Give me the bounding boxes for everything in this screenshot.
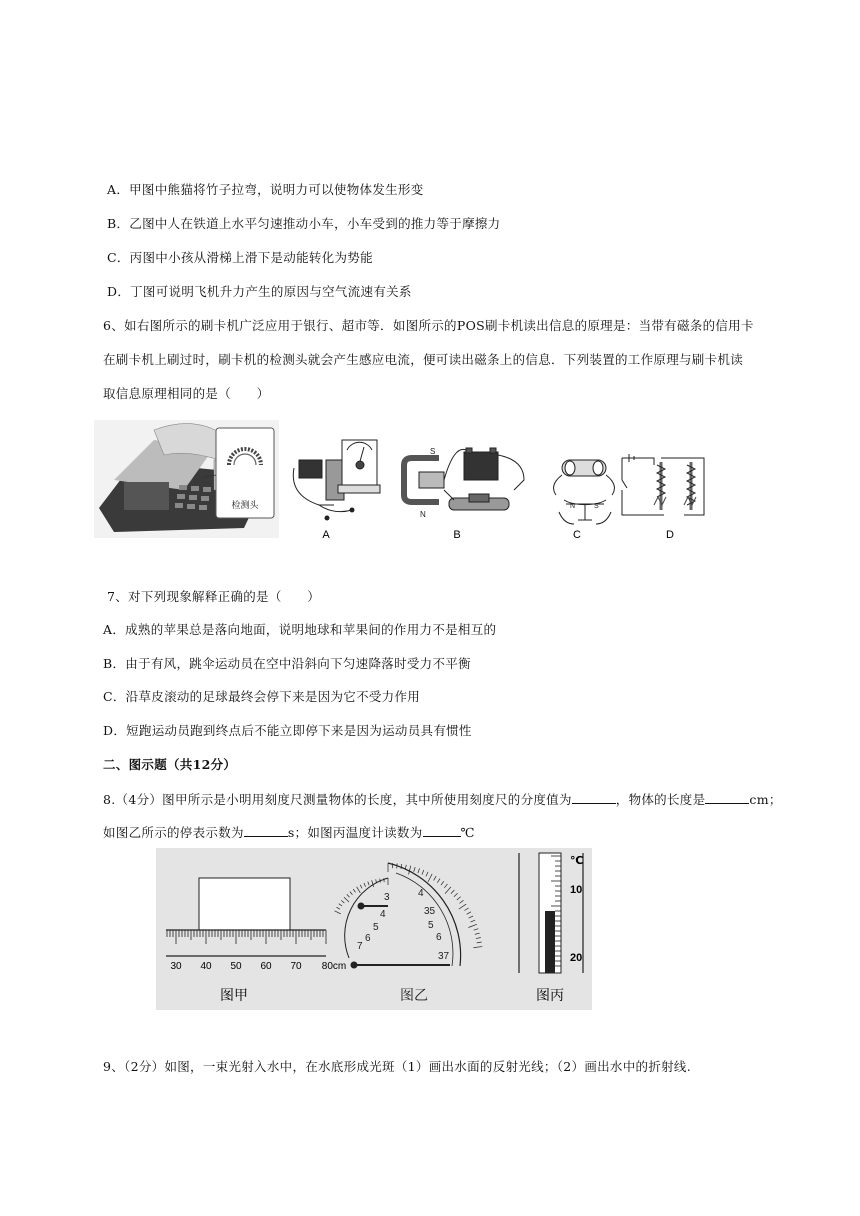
ruler-tick-40: 40 [200,961,212,972]
answer-blank-temperature[interactable] [423,824,461,837]
q6-line-2: 在刷卡机上刷过时，刷卡机的检测头就会产生感应电流，便可读出磁条上的信息．下列装置的工作原理与刷卡机读 [103,352,744,367]
stopwatch-inner-3: 3 [384,892,390,903]
stopwatch-outer-37: 37 [438,951,450,962]
q6-line-3: 取信息原理相同的是（ ） [103,386,270,401]
q8-line-1 [103,790,782,808]
q9-text: 9、（2分）如图，一束光射入水中，在水底形成光斑（1）画出水面的反射光线；（2）画出水中的折射线. [103,1059,691,1074]
q7-option-b: B．由于有风，跳伞运动员在空中沿斜向下匀速降落时受力不平衡 [103,656,471,671]
thermometer-tick-10: 10 [570,884,583,896]
q8-line2-text-b: s；如图丙温度计读数为 [287,825,423,840]
stopwatch-inner-6: 6 [365,933,371,944]
q8-line2-text-c: ℃ [460,825,475,840]
label-a: A [322,529,330,541]
q7-option-d: D．短跑运动员跑到终点后不能立即停下来是因为运动员具有惯性 [103,723,472,738]
ruler-tick-80cm: 80cm [321,961,347,972]
ruler-tick-30: 30 [170,961,182,972]
detector-label: 检测头 [231,500,259,510]
thermometer-liquid [545,911,555,973]
magnet-n-b: N [420,510,426,519]
q5-option-b: B．乙图中人在铁道上水平匀速推动小车，小车受到的推力等于摩擦力 [107,216,501,231]
section-heading: 二、图示题（共12分） [103,757,237,772]
q7-stem: 7、对下列现象解释正确的是（ ） [107,589,321,604]
answer-blank-division[interactable] [572,791,616,804]
stopwatch-inner-4: 4 [380,909,386,920]
q7-option-a: A．成熟的苹果总是落向地面，说明地球和苹果间的作用力不是相互的 [103,622,497,637]
device-c [554,460,615,524]
q5-option-c: C．丙图中小孩从滑梯上滑下是动能转化为势能 [107,250,373,265]
magnet-s-c: S [594,503,599,510]
device-b [404,447,524,519]
ruler-tick-60: 60 [260,961,272,972]
caption-jia: 图甲 [220,987,248,1003]
q8-line1-text-c: cm； [749,792,782,807]
stopwatch-outer-35: 35 [424,906,436,917]
magnet-n-c: N [570,503,576,510]
ruler-tick-70: 70 [290,961,302,972]
q6-line-1: 6、如右图所示的刷卡机广泛应用于银行、超市等．如图所示的POS刷卡机读出信息的原理是：当带有磁条的信用卡 [103,318,754,333]
q5-option-a: A．甲图中熊猫将竹子拉弯，说明力可以使物体发生形变 [107,182,424,197]
q8-line-2 [103,823,475,841]
ruler-tick-50: 50 [230,961,242,972]
stopwatch-outer-4: 4 [418,888,424,899]
stopwatch-outer-6: 6 [436,932,442,943]
label-b: B [453,529,461,541]
answer-blank-stopwatch[interactable] [244,824,288,837]
q8-figure-panel [156,848,592,1010]
stopwatch-outer-5: 5 [428,920,434,931]
q8-line1-text-a: 8.（4分）图甲所示是小明用刻度尺测量物体的长度，其中所使用刻度尺的分度值为 [103,792,572,807]
label-c: C [573,529,581,541]
device-a [293,440,380,520]
q5-option-d: D．丁图可说明飞机升力产生的原因与空气流速有关系 [107,284,412,299]
q8-line2-text-a: 如图乙所示的停表示数为 [103,825,244,840]
q6-figure [94,420,734,545]
label-d: D [666,529,674,541]
stopwatch-inner-7: 7 [357,941,363,952]
q7-option-c: C．沿草皮滚动的足球最终会停下来是因为它不受力作用 [103,689,421,704]
thermometer-tick-20: 20 [570,952,583,964]
stopwatch-inner-5: 5 [373,922,379,933]
magnet-s-b: S [430,447,436,456]
answer-blank-length[interactable] [705,791,749,804]
measured-block [199,878,290,930]
caption-yi: 图乙 [400,987,428,1003]
device-d [622,454,704,515]
caption-bing: 图丙 [536,987,564,1003]
q8-line1-text-b: ，物体的长度是 [615,792,706,807]
thermometer-unit: ℃ [570,855,584,867]
